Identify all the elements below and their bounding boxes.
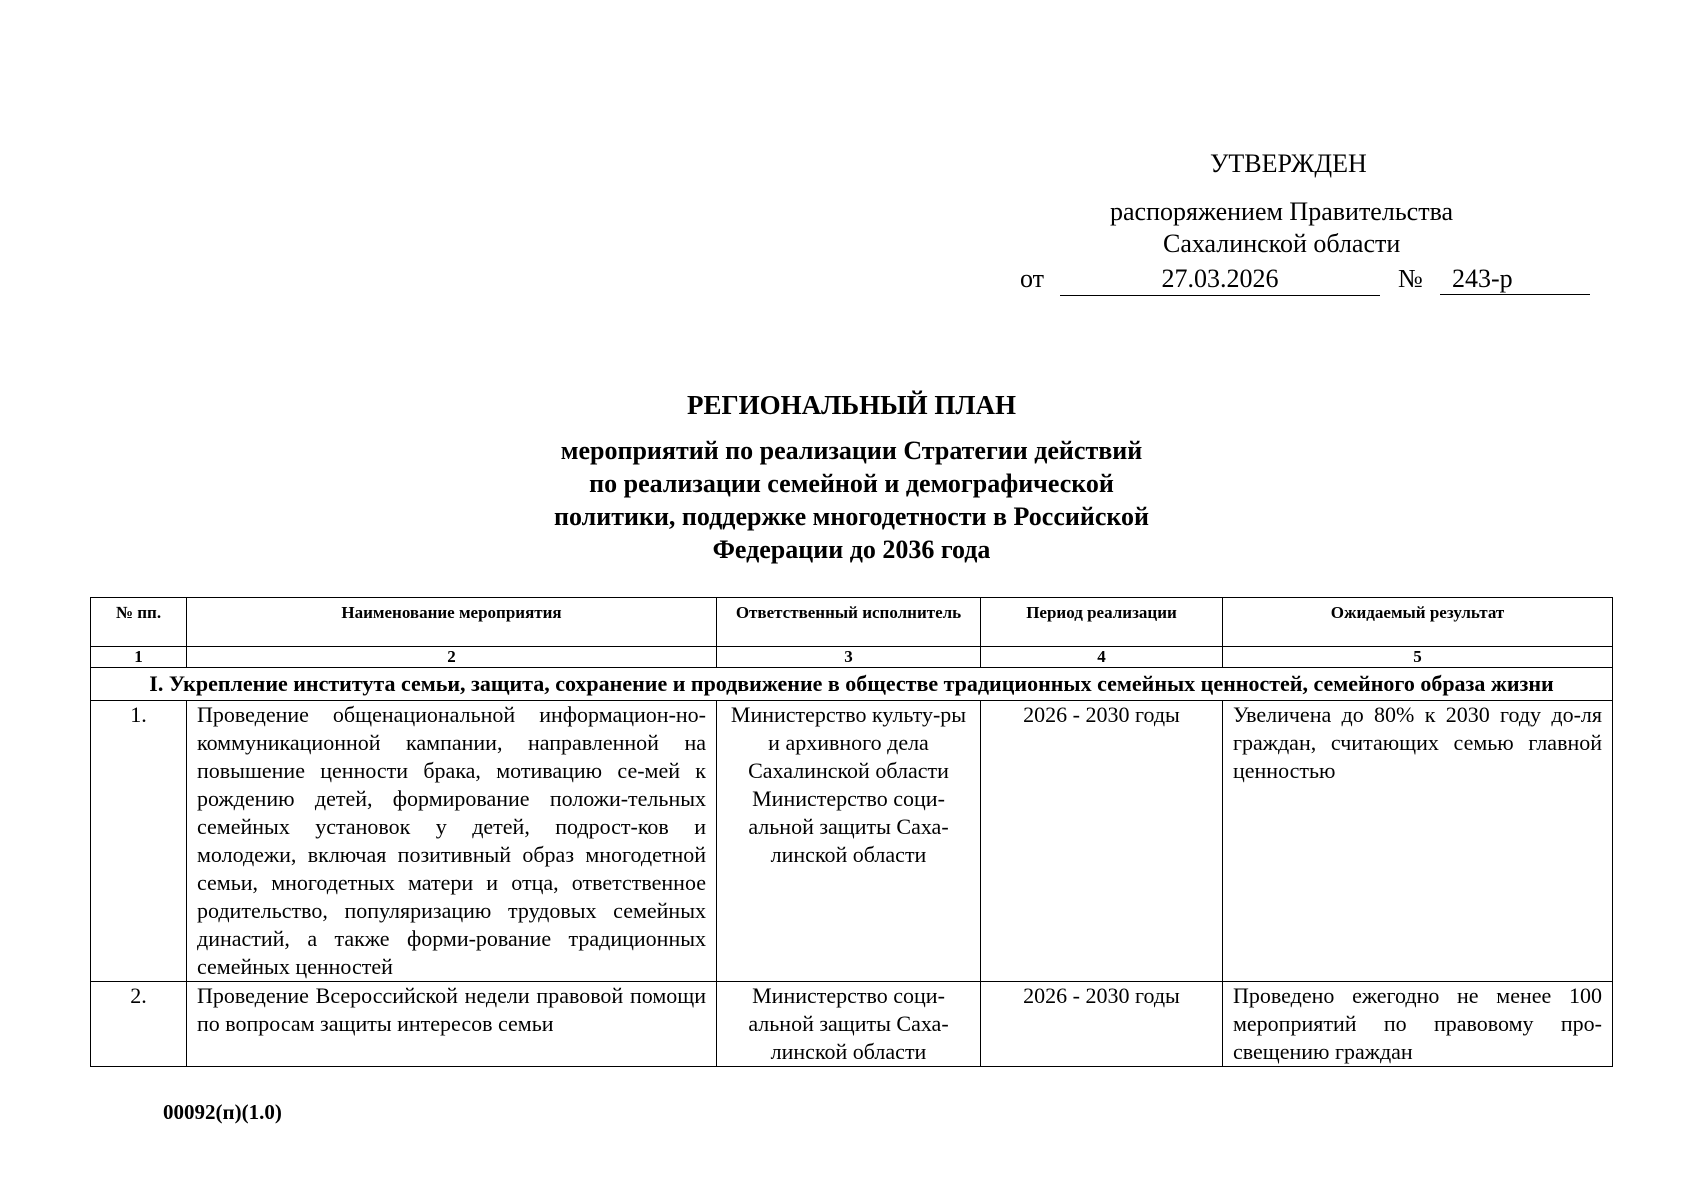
approval-date-row (1020, 263, 1580, 299)
approval-line-1: распоряжением Правительства (1110, 197, 1454, 226)
header-result: Ожидаемый результат (1223, 598, 1613, 647)
from-label: от (1020, 264, 1045, 293)
approval-date: 27.03.2026 (1060, 263, 1380, 296)
document-title: РЕГИОНАЛЬНЫЙ ПЛАН (686, 390, 1017, 420)
section-title: I. Укрепление института семьи, защита, сохранение и продвижение в обществе традиционных семейных ценностей, семейного образа жизни (91, 668, 1613, 701)
document-subtitle (0, 434, 1703, 566)
column-number: 3 (717, 647, 981, 668)
subtitle-line: мероприятий по реализации Стратегии действий (560, 436, 1143, 465)
row-executor: Министерство соци-альной защиты Саха-линской области (717, 982, 981, 1067)
table-row (91, 982, 1613, 1067)
row-number: 2. (91, 982, 187, 1067)
subtitle-line: Федерации до 2036 года (712, 535, 991, 564)
header-period: Период реализации (981, 598, 1223, 647)
header-name: Наименование мероприятия (187, 598, 717, 647)
row-result: Проведено ежегодно не менее 100 мероприятий по правовому про-свещению граждан (1223, 982, 1613, 1067)
header-number: № пп. (91, 598, 187, 647)
number-sign: № (1398, 264, 1423, 293)
subtitle-line: политики, поддержке многодетности в Российской (554, 502, 1149, 531)
approval-line-2: Сахалинской области (1163, 229, 1401, 258)
approval-title: УТВЕРЖДЕН (1210, 149, 1367, 178)
form-code: 00092(п)(1.0) (163, 1100, 282, 1124)
row-result: Увеличена до 80% к 2030 году до-ля граждан, считающих семью главной ценностью (1223, 701, 1613, 982)
row-activity-name: Проведение Всероссийской недели правовой помощи по вопросам защиты интересов семьи (187, 982, 717, 1067)
row-period: 2026 - 2030 годы (981, 701, 1223, 982)
section-row (91, 668, 1613, 701)
row-executor: Министерство культу-ры и архивного дела Сахалинской области Министерство соци-альной защиты Саха-линской области (717, 701, 981, 982)
column-numbers-row (91, 647, 1613, 668)
column-number: 1 (91, 647, 187, 668)
row-number: 1. (91, 701, 187, 982)
subtitle-line: по реализации семейной и демографической (589, 469, 1114, 498)
header-row (91, 598, 1613, 647)
plan-table (90, 597, 1613, 1067)
column-number: 5 (1223, 647, 1613, 668)
row-period: 2026 - 2030 годы (981, 982, 1223, 1067)
row-activity-name: Проведение общенациональной информацион-но-коммуникационной кампании, направленной на повышение ценности брака, мотивацию се-мей к рождению детей, формирование положи-тельных семейных установок у детей, подрост-ков и молодежи, включая позитивный образ многодетной семьи, многодетных матери и отца, ответственное родительство, популяризацию трудовых семейных династий, а также форми-рование традиционных семейных ценностей (187, 701, 717, 982)
table-row (91, 701, 1613, 982)
approval-number: 243-р (1440, 263, 1590, 295)
column-number: 4 (981, 647, 1223, 668)
header-executor: Ответственный исполнитель (717, 598, 981, 647)
column-number: 2 (187, 647, 717, 668)
